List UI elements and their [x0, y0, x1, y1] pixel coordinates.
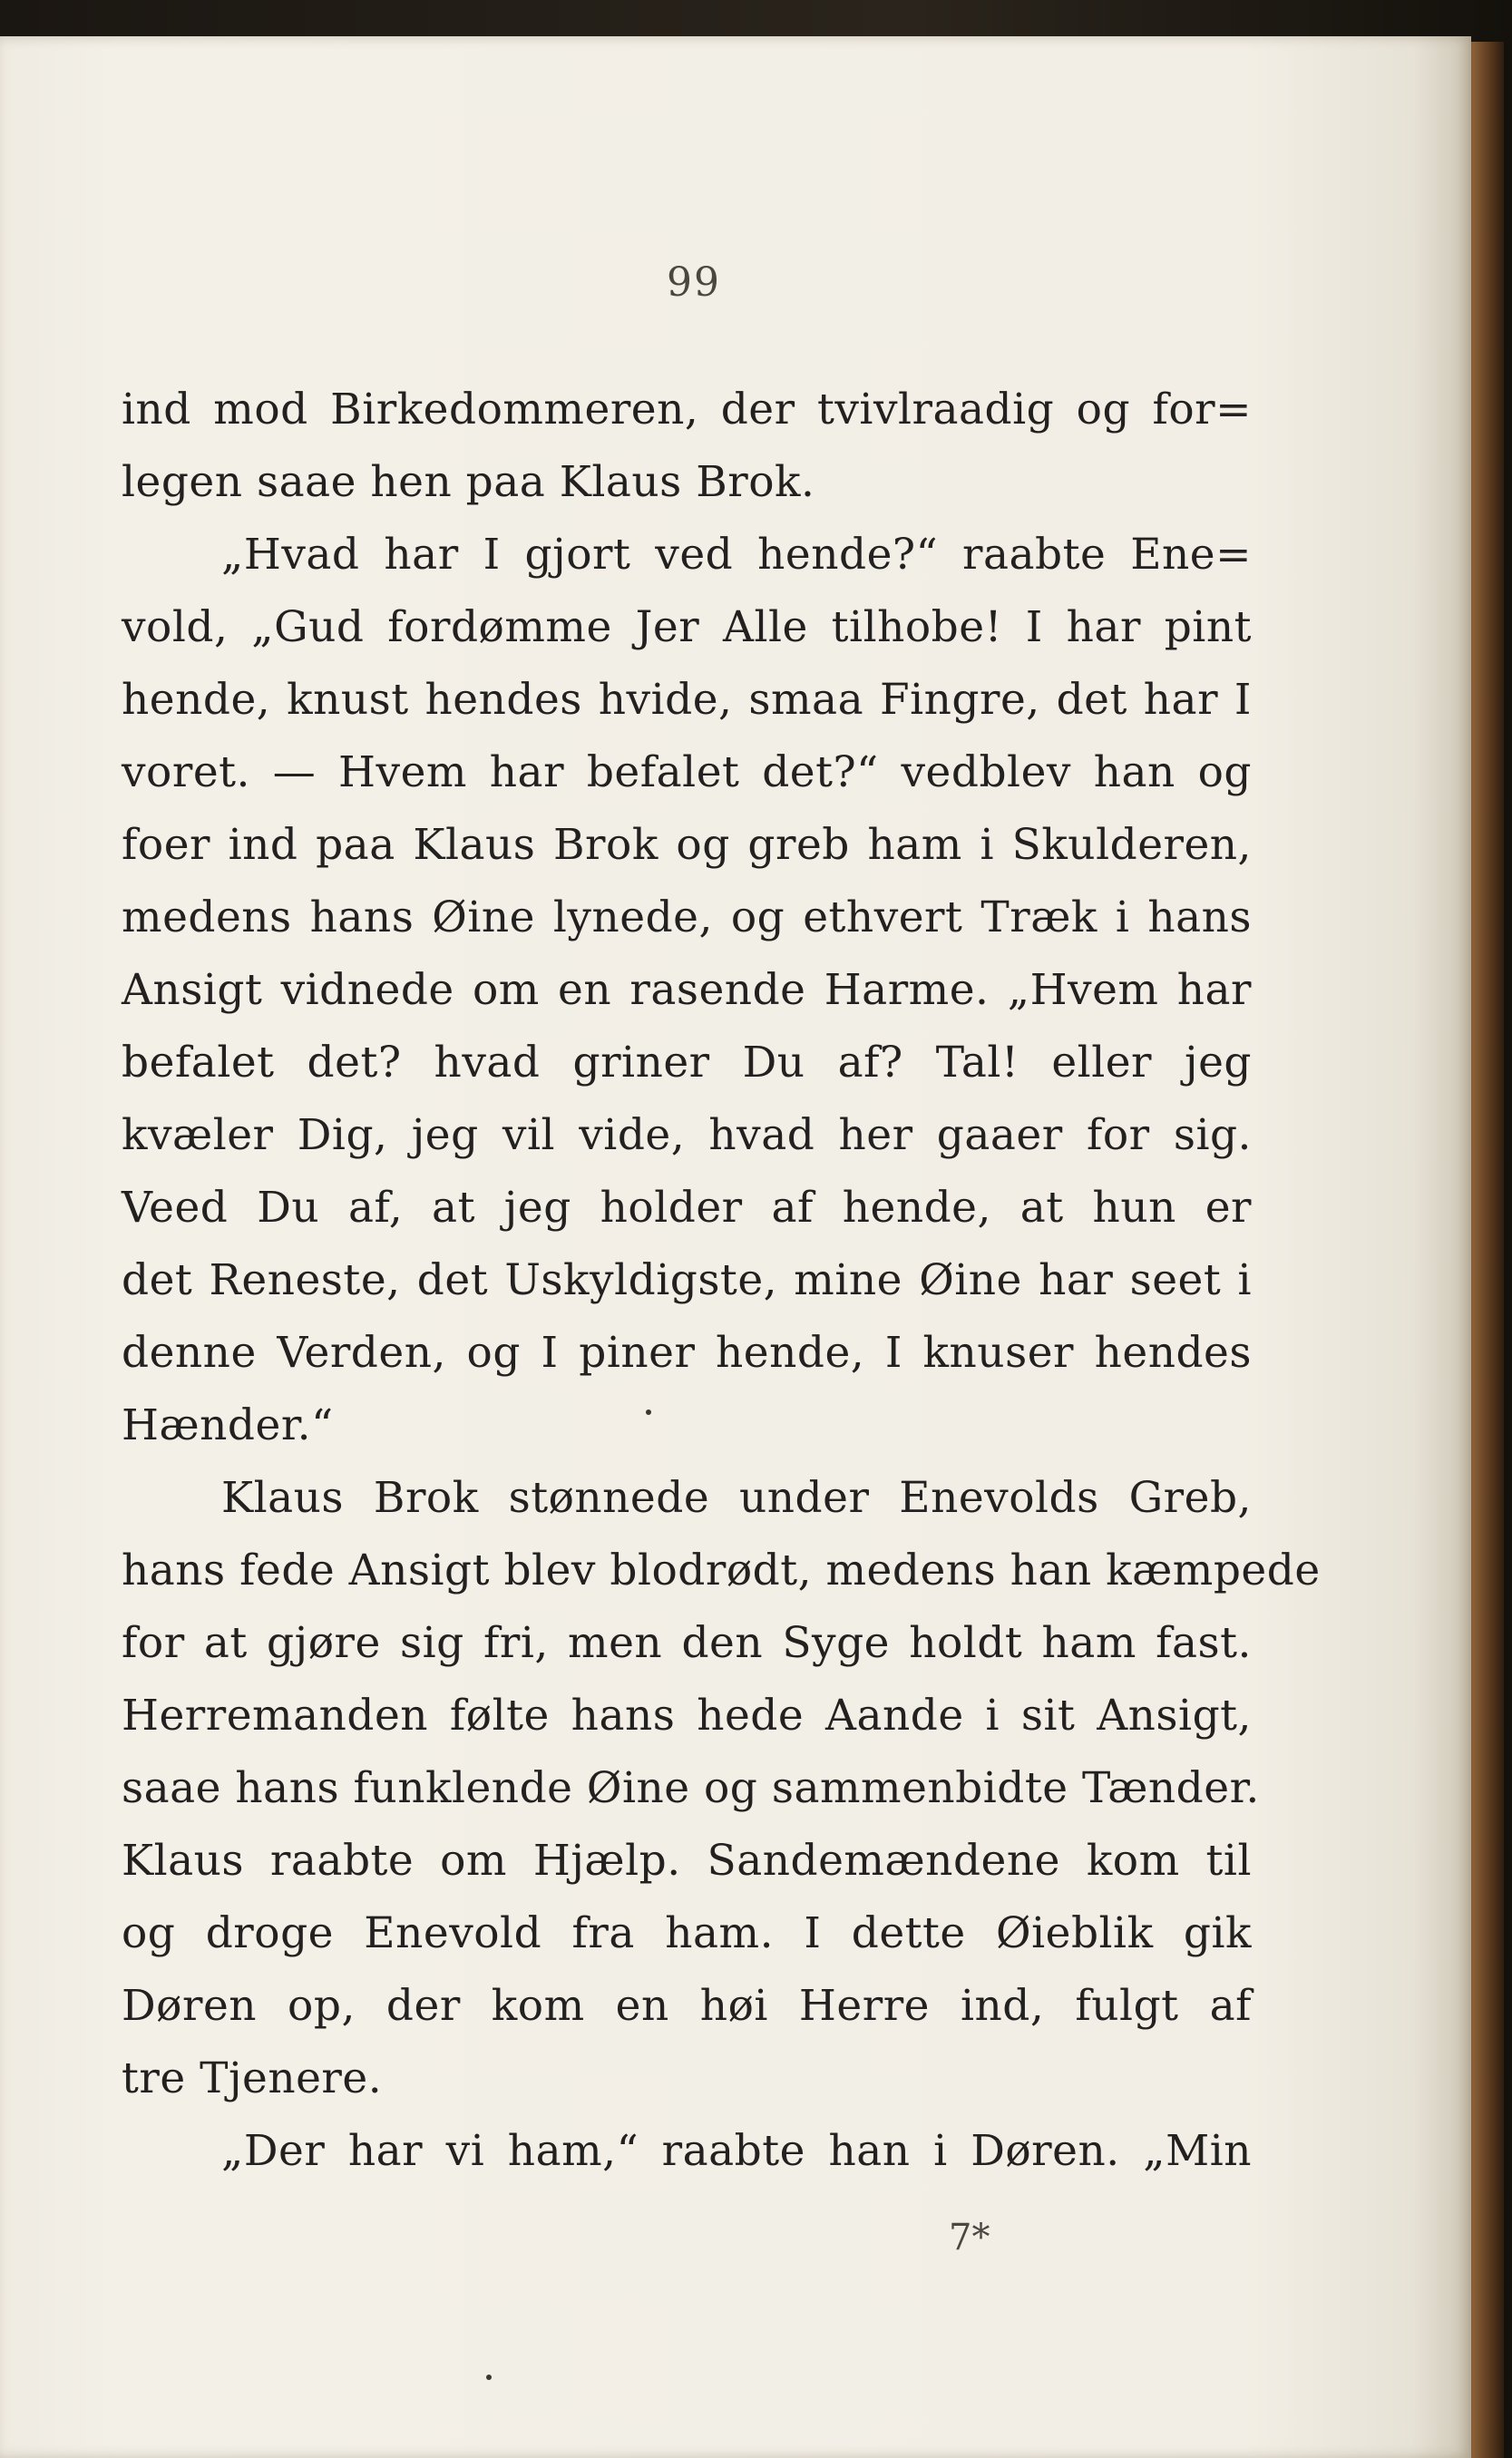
text-line: kvæler Dig, jeg vil vide, hvad her gaaer for sig.: [122, 1110, 1252, 1160]
text-line: Klaus raabte om Hjælp. Sandemændene kom til: [122, 1836, 1252, 1886]
text-line: foer ind paa Klaus Brok og greb ham i Skulderen,: [122, 820, 1252, 870]
text-line: befalet det? hvad griner Du af? Tal! eller jeg: [122, 1038, 1252, 1088]
ink-speck: [646, 1409, 651, 1415]
body-text: [122, 374, 1321, 2188]
text-line: vold, „Gud fordømme Jer Alle tilhobe! I har pint: [122, 602, 1252, 652]
text-line: Ansigt vidnede om en rasende Harme. „Hvem har: [122, 965, 1252, 1015]
text-line: og droge Enevold fra ham. I dette Øieblik gik: [122, 1908, 1252, 1958]
text-line: det Reneste, det Uskyldigste, mine Øine har seet i: [122, 1255, 1252, 1305]
text-line: Hænder.“: [122, 1400, 334, 1450]
page-number: 99: [667, 259, 721, 306]
text-line: Klaus Brok stønnede under Enevolds Greb,: [221, 1473, 1252, 1523]
text-line: Døren op, der kom en høi Herre ind, fulgt af: [122, 1981, 1252, 2031]
text-line: „Hvad har I gjort ved hende?“ raabte Ene=: [221, 530, 1252, 580]
text-line: legen saae hen paa Klaus Brok.: [122, 457, 815, 507]
ink-speck: [486, 2375, 492, 2380]
text-line: Herremanden følte hans hede Aande i sit Ansigt,: [122, 1691, 1252, 1741]
text-line: denne Verden, og I piner hende, I knuser hendes: [122, 1328, 1252, 1378]
text-line: hans fede Ansigt blev blodrødt, medens han kæmpede: [122, 1546, 1321, 1595]
text-line: medens hans Øine lynede, og ethvert Træk i hans: [122, 892, 1252, 942]
text-line: hende, knust hendes hvide, smaa Fingre, det har I: [122, 675, 1252, 725]
text-line: voret. — Hvem har befalet det?“ vedblev han og: [122, 747, 1252, 797]
text-line: Veed Du af, at jeg holder af hende, at hun er: [122, 1183, 1252, 1233]
signature-mark: 7*: [949, 2217, 990, 2258]
text-line: for at gjøre sig fri, men den Syge holdt ham fast.: [122, 1618, 1252, 1668]
text-line: „Der har vi ham,“ raabte han i Døren. „Min: [221, 2126, 1252, 2176]
text-line: ind mod Birkedommeren, der tvivlraadig og for=: [122, 385, 1252, 434]
text-line: saae hans funklende Øine og sammenbidte Tænder.: [122, 1763, 1260, 1813]
text-line: tre Tjenere.: [122, 2053, 383, 2103]
